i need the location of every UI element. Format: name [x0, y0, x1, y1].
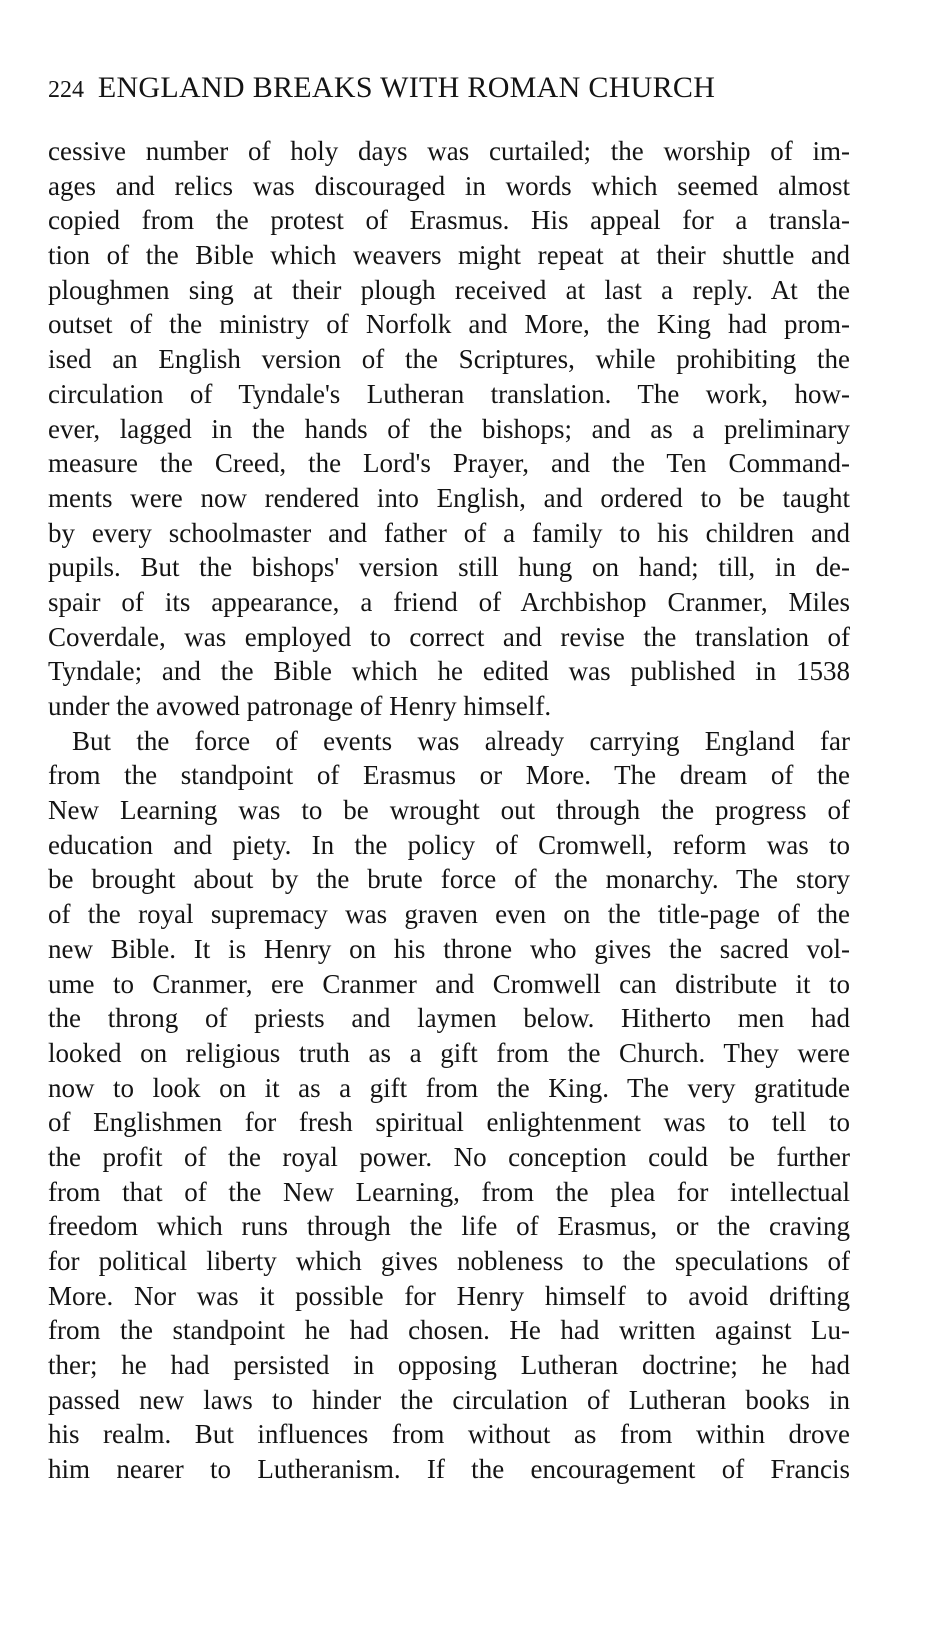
text-line: tion of the Bible which weavers might repeat at their shuttle and [48, 240, 850, 271]
body-text [48, 134, 850, 1487]
text-line: of Englishmen for fresh spiritual enlightenment was to tell to [48, 1107, 850, 1138]
text-line: freedom which runs through the life of Erasmus, or the craving [48, 1211, 850, 1242]
text-line: ever, lagged in the hands of the bishops; and as a preliminary [48, 413, 850, 444]
text-line: now to look on it as a gift from the King. The very gratitude [48, 1072, 850, 1103]
text-line: measure the Creed, the Lord's Prayer, and the Ten Command- [48, 448, 850, 479]
text-line: his realm. But influences from without as from within drove [48, 1419, 850, 1450]
text-line: ther; he had persisted in opposing Lutheran doctrine; he had [48, 1350, 850, 1381]
text-line: looked on religious truth as a gift from the Church. They were [48, 1037, 850, 1068]
text-line: by every schoolmaster and father of a family to his children and [48, 517, 850, 548]
text-line: spair of its appearance, a friend of Archbishop Cranmer, Miles [48, 586, 850, 617]
text-line: for political liberty which gives nobleness to the speculations of [48, 1246, 850, 1276]
text-line: ised an English version of the Scriptures, while prohibiting the [48, 344, 850, 375]
text-line: Coverdale, was employed to correct and revise the translation of [48, 621, 850, 652]
text-line: ploughmen sing at their plough received at last a reply. At the [48, 274, 850, 305]
text-line: new Bible. It is Henry on his throne who gives the sacred vol- [48, 933, 850, 964]
text-line: ments were now rendered into English, and ordered to be taught [48, 482, 850, 513]
paragraph-start-line: But the force of events was already carrying England far [72, 725, 850, 756]
text-line: from the standpoint of Erasmus or More. The dream of the [48, 760, 850, 791]
text-line: New Learning was to be wrought out through the progress of [48, 795, 850, 826]
running-header [48, 68, 868, 108]
text-line: cessive number of holy days was curtailed; the worship of im- [48, 136, 850, 166]
text-line: from the standpoint he had chosen. He had written against Lu- [48, 1315, 850, 1346]
text-line: Tyndale; and the Bible which he edited was published in 1538 [48, 656, 850, 687]
text-line: be brought about by the brute force of the monarchy. The story [48, 864, 850, 895]
running-title: ENGLAND BREAKS WITH ROMAN CHURCH [97, 71, 716, 104]
text-line: of the royal supremacy was graven even on the title-page of the [48, 899, 850, 930]
text-line: circulation of Tyndale's Lutheran translation. The work, how- [48, 378, 850, 409]
text-line: copied from the protest of Erasmus. His appeal for a transla- [48, 205, 850, 236]
paragraph-end-line: under the avowed patronage of Henry himself. [48, 691, 552, 721]
text-line: from that of the New Learning, from the plea for intellectual [48, 1176, 850, 1207]
text-line: the profit of the royal power. No conception could be further [48, 1141, 850, 1172]
page-number: 224 [48, 77, 84, 103]
text-line: ume to Cranmer, ere Cranmer and Cromwell can distribute it to [48, 968, 850, 999]
text-line: the throng of priests and laymen below. Hitherto men had [48, 1003, 850, 1034]
text-line: passed new laws to hinder the circulation of Lutheran books in [48, 1384, 850, 1415]
text-line: More. Nor was it possible for Henry himself to avoid drifting [48, 1280, 850, 1311]
text-line: outset of the ministry of Norfolk and More, the King had prom- [48, 309, 850, 340]
text-line: pupils. But the bishops' version still hung on hand; till, in de- [48, 552, 850, 583]
text-line: him nearer to Lutheranism. If the encouragement of Francis [48, 1454, 850, 1485]
text-line: ages and relics was discouraged in words which seemed almost [48, 170, 850, 201]
text-line: education and piety. In the policy of Cromwell, reform was to [48, 829, 850, 860]
